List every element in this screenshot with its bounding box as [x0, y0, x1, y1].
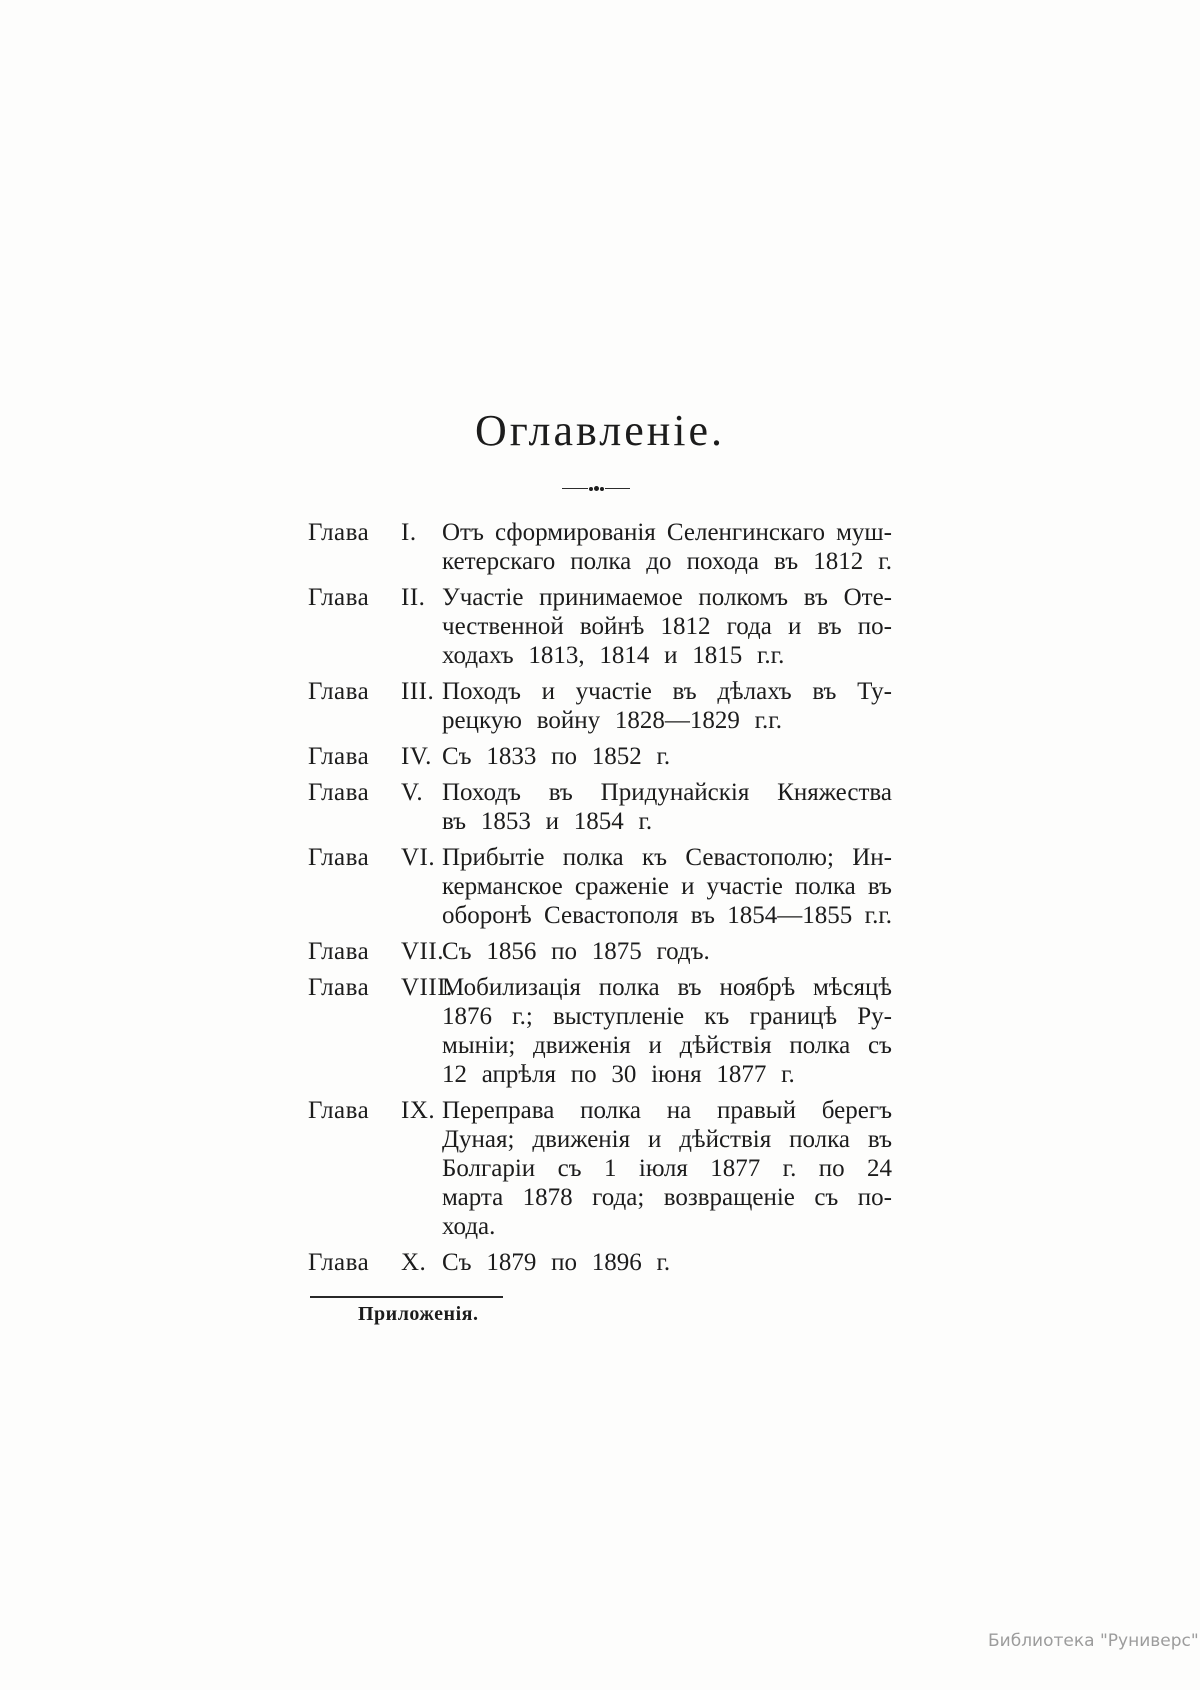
toc-entry [308, 677, 892, 735]
chapter-label-word: Глава [308, 584, 370, 611]
chapter-numeral: V. [401, 779, 424, 806]
description-line: Походъ и участіе въ дѣлахъ въ Ту- [442, 678, 892, 705]
library-watermark: Библиотека "Руниверс" [988, 1631, 1199, 1651]
description-line: рецкую войну 1828—1829 г.г. [442, 707, 782, 734]
chapter-label [308, 677, 442, 735]
appendix-label: Приложенія. [358, 1303, 479, 1325]
chapter-description [442, 973, 892, 1089]
chapter-label-word: Глава [308, 678, 370, 705]
chapter-description [442, 1248, 892, 1277]
description-line: Мобилизація полка въ ноябрѣ мѣсяцѣ [442, 974, 892, 1001]
chapter-label [308, 843, 442, 930]
toc-entry [308, 1248, 892, 1277]
ornament-dot [594, 486, 599, 491]
toc-entry [308, 973, 892, 1089]
chapter-numeral: IV. [401, 743, 432, 770]
chapter-description [442, 843, 892, 930]
description-line: чественной войнѣ 1812 года и въ по- [442, 613, 892, 640]
chapter-label [308, 778, 442, 836]
description-line: кетерскаго полка до похода въ 1812 г. [442, 548, 892, 575]
chapter-label [308, 1096, 442, 1241]
chapter-label-word: Глава [308, 519, 370, 546]
footer-rule [310, 1296, 503, 1298]
chapter-numeral: X. [401, 1249, 427, 1276]
description-line: Переправа полка на правый берегъ [442, 1097, 892, 1124]
description-line: Болгаріи съ 1 іюля 1877 г. по 24 [442, 1155, 892, 1182]
description-line: ходахъ 1813, 1814 и 1815 г.г. [442, 642, 785, 669]
description-line: оборонѣ Севастополя въ 1854—1855 г.г. [442, 902, 892, 929]
chapter-description [442, 778, 892, 836]
ornament-dot [600, 487, 604, 491]
chapter-numeral: VI. [401, 844, 436, 871]
description-line: Съ 1856 по 1875 годъ. [442, 938, 710, 965]
toc-entry [308, 583, 892, 670]
chapter-label-word: Глава [308, 938, 370, 965]
description-line: Съ 1833 по 1852 г. [442, 743, 671, 770]
chapter-description [442, 583, 892, 670]
chapter-description [442, 518, 892, 576]
chapter-numeral: III. [401, 678, 435, 705]
chapter-label-word: Глава [308, 1097, 370, 1124]
chapter-label-word: Глава [308, 779, 370, 806]
toc-entry [308, 1096, 892, 1241]
toc-entry [308, 518, 892, 576]
title-divider-ornament [562, 484, 630, 493]
chapter-label [308, 973, 453, 1089]
chapter-label [308, 583, 442, 670]
description-line: Дуная; движенія и дѣйствія полка въ [442, 1126, 892, 1153]
description-line: Участіе принимаемое полкомъ въ Оте- [442, 584, 892, 611]
chapter-numeral: II. [401, 584, 426, 611]
chapter-numeral: VIII. [401, 974, 453, 1001]
chapter-label [308, 742, 442, 771]
chapter-label-word: Глава [308, 974, 370, 1001]
chapter-label [308, 518, 442, 576]
toc-entry [308, 742, 892, 771]
chapter-label-word: Глава [308, 743, 370, 770]
toc-entry [308, 843, 892, 930]
chapter-description [442, 677, 892, 735]
toc-entry [308, 937, 892, 966]
description-line: 12 апрѣля по 30 іюня 1877 г. [442, 1061, 795, 1088]
chapter-label-word: Глава [308, 844, 370, 871]
description-line: въ 1853 и 1854 г. [442, 808, 653, 835]
chapter-description [442, 937, 892, 966]
ornament-line-right [605, 488, 631, 490]
description-line: керманское сраженіе и участіе полка въ [442, 873, 892, 900]
description-line: Съ 1879 по 1896 г. [442, 1249, 671, 1276]
chapter-description [442, 1096, 892, 1241]
ornament-line-left [562, 488, 588, 490]
description-line: Прибытіе полка къ Севастополю; Ин- [442, 844, 892, 871]
description-line: Походъ въ Придунайскія Княжества [442, 779, 892, 806]
description-line: мыніи; движенія и дѣйствія полка съ [442, 1032, 892, 1059]
chapter-label [308, 1248, 442, 1277]
chapter-label-word: Глава [308, 1249, 370, 1276]
description-line: 1876 г.; выступленіе къ границѣ Ру- [442, 1003, 892, 1030]
chapter-description [442, 742, 892, 771]
page-title: Оглавленіе. [474, 406, 726, 455]
toc-entry [308, 778, 892, 836]
chapter-numeral: I. [401, 519, 417, 546]
ornament-dot [589, 487, 593, 491]
chapter-label [308, 937, 442, 966]
chapter-numeral: VII. [401, 938, 444, 965]
description-line: Отъ сформированія Селенгинскаго муш- [442, 519, 892, 546]
table-of-contents [308, 518, 892, 1284]
chapter-numeral: IX. [401, 1097, 436, 1124]
description-line: марта 1878 года; возвращеніе съ по- [442, 1184, 892, 1211]
description-line: хода. [442, 1213, 496, 1240]
